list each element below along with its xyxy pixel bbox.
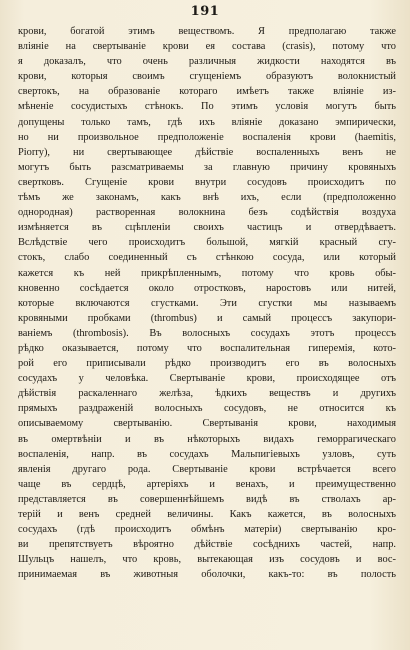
- text-line: вліяніе на свертываніе крови ея состава (crasis), потому что: [18, 41, 396, 53]
- text-line: Piorry), ни свертывающее дѣйствіе воспаленныхъ венъ не: [18, 146, 396, 158]
- page-number: 191: [190, 4, 220, 19]
- text-line: представляется въ совершеннѣйшемъ видѣ въ стволахъ ар-: [18, 493, 396, 505]
- text-line: крови, которыя своимъ сгущеніемъ образуютъ волокнистый: [18, 71, 396, 83]
- text-line: дѣйствія раскаленнаго желѣза, ѣдкихъ веществъ и другихъ: [18, 388, 396, 400]
- text-line: сосудахъ у человѣка. Свертываніе крови, происходящее отъ: [18, 373, 396, 385]
- text-line: кровяными пробками (thrombus) и самый процессъ закупори-: [18, 312, 396, 324]
- text-line: сосудахъ (гдѣ происходитъ обмѣнъ матеріи) свертыванію кро-: [18, 524, 396, 536]
- text-line: рѣдко оказывается, потому что воспалительная гиперемія, кото-: [18, 342, 396, 354]
- text-line: крови, богатой этимъ веществомъ. Я предполагаю также: [18, 26, 396, 37]
- text-line: прямыхъ раздраженій волосныхъ сосудовъ, не относится къ: [18, 403, 396, 415]
- text-line: тѣмъ же законамъ, какъ внѣ ихъ, если (предположенно: [18, 192, 396, 204]
- text-line: ви препятствуетъ вѣроятно дѣйствіе сосѣднихъ частей, напр.: [18, 539, 396, 551]
- text-line: кажется къ ней прикрѣпленнымъ, потому что кровь обы-: [18, 267, 396, 279]
- text-line: чаще въ сердцѣ, артеріяхъ и венахъ, и преимущественно: [18, 478, 396, 490]
- text-line: измѣняется въ сцѣпленіи своихъ частицъ и отвердѣваетъ.: [18, 222, 396, 234]
- text-line: терій и венъ средней величины. Какъ кажется, въ волосныхъ: [18, 509, 396, 520]
- text-line: кновенно сосѣдается около отростковъ, наростовъ или нитей,: [18, 282, 396, 294]
- text-line: Вслѣдствіе чего происходитъ большой, мягкій красный сгу-: [18, 237, 396, 249]
- text-line: мѣненіе сосудистыхъ стѣнокъ. По этимъ условія могутъ быть: [18, 101, 396, 113]
- text-line: Шульцъ нашелъ, что кровь, вытекающая изъ сосудовъ и вос-: [18, 554, 396, 566]
- text-line: допущены только тамъ, гдѣ ихъ вліяніе доказано эмпирически,: [18, 116, 396, 128]
- text-line: но ни произвольное предположеніе воспаленія крови (haemitis,: [18, 131, 396, 143]
- body-text: [18, 24, 396, 582]
- text-line: которые включаются сгустками. Эти сгустки мы называемъ: [18, 297, 396, 309]
- text-line: въ омертвѣніи и въ нѣкоторыхъ видахъ геморрагическаго: [18, 433, 396, 445]
- text-line: воспаленія, напр. въ сосудахъ Мальпигіевыхъ узловъ, суть: [18, 448, 396, 460]
- text-line: рой его приписывали рѣдко производитъ его въ волосныхъ: [18, 358, 396, 370]
- text-line: могутъ быть разсматриваемы за главную причину кровяныхъ: [18, 161, 396, 173]
- text-line: однородная) растворенная волокнина безъ содѣйствія воздуха: [18, 207, 396, 219]
- text-line: стокъ, слабо соединенный съ стѣнкою сосуда, или который: [18, 252, 396, 264]
- text-line: ваніемъ (thrombosis). Въ волосныхъ сосудахъ этотъ процессъ: [18, 327, 396, 339]
- text-line: свертокъ, на образованіе котораго имѣетъ также вліяніе из-: [18, 86, 396, 98]
- text-line: принимаемая въ животныя оболочки, какъ-то: въ полость: [18, 569, 396, 581]
- text-line: свертковъ. Сгущеніе крови внутри сосудовъ происходитъ по: [18, 176, 396, 188]
- text-line: я доказалъ, что очень различныя жидкости находятся въ: [18, 56, 396, 68]
- text-line: описываемому свертыванію. Свертыванія крови, находимыя: [18, 418, 396, 430]
- text-line: явленія другаго рода. Свертываніе крови встрѣчается всего: [18, 463, 396, 475]
